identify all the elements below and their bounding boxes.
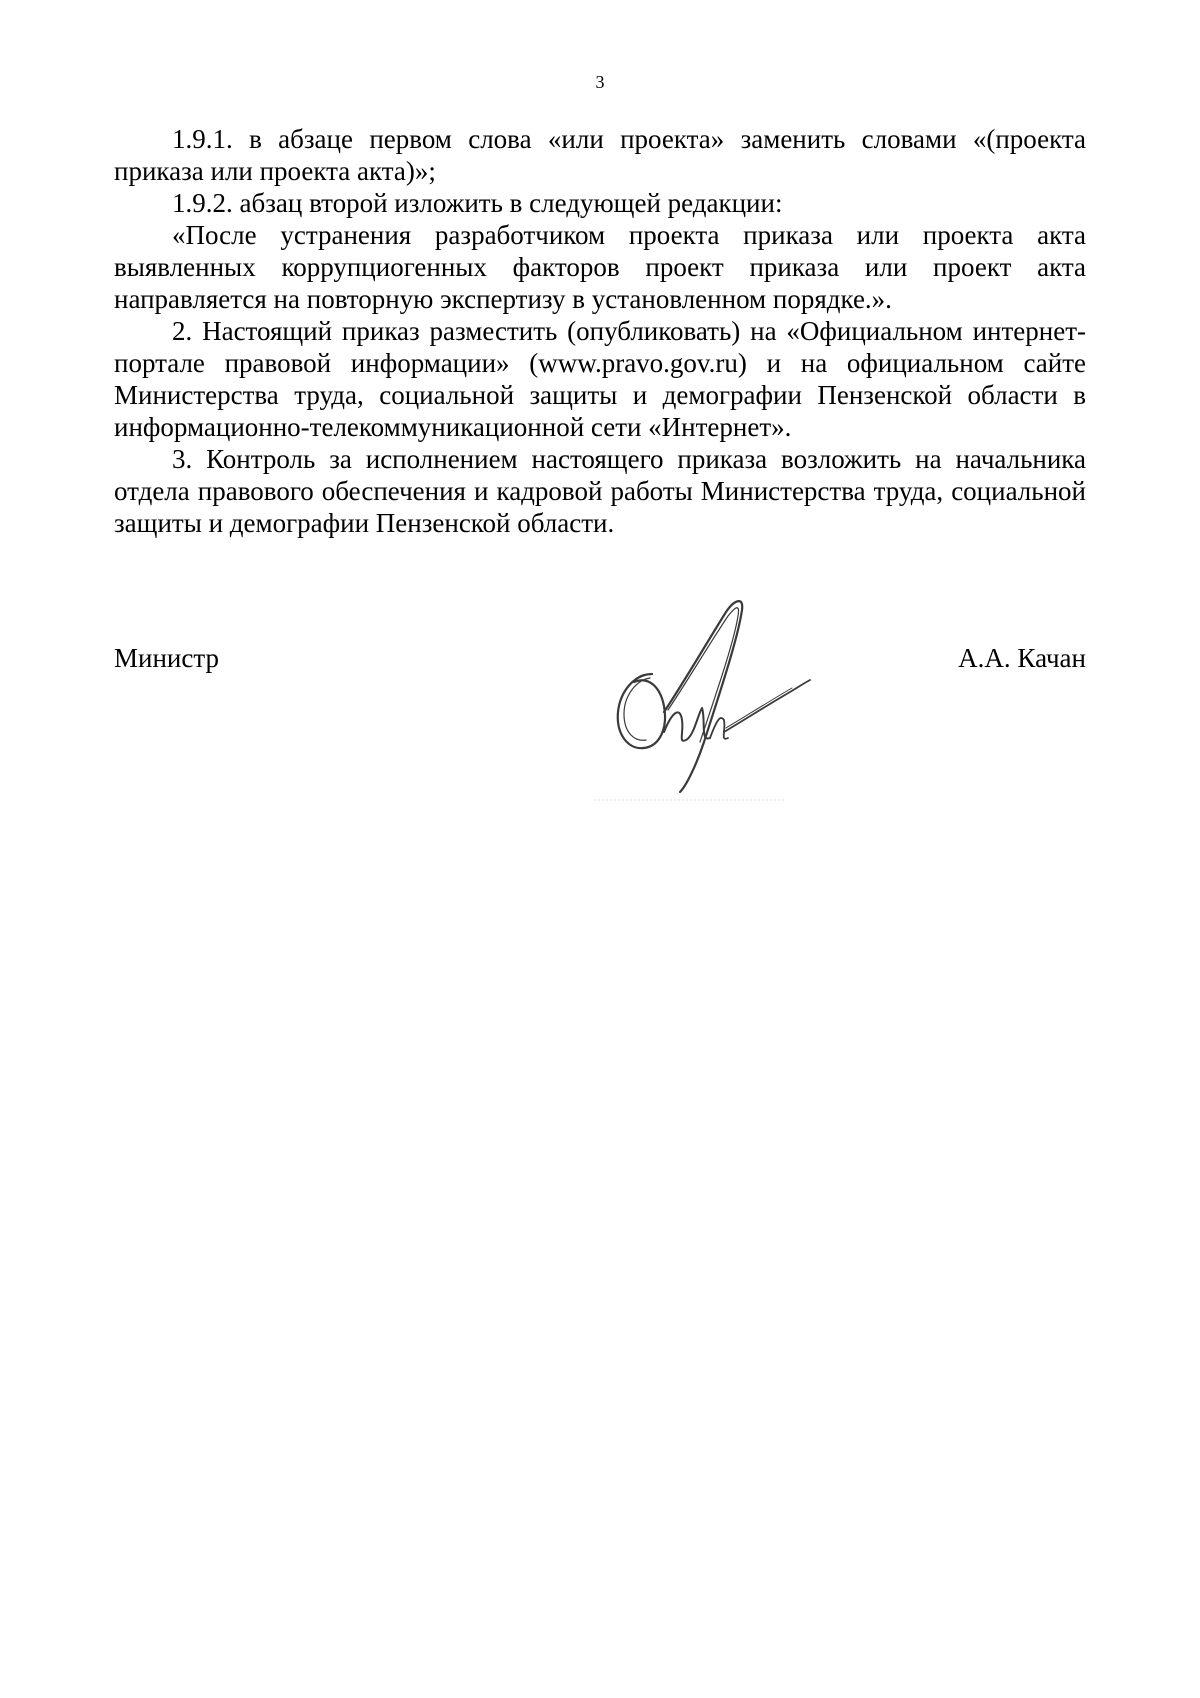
signature-block (114, 642, 1086, 802)
paragraph-2: 2. Настоящий приказ разместить (опубликовать) на «Официальном интернет-портале правовой информации» (www.pravo.gov.ru) и на официальном сайте Министерства труда, социальной защиты и демографии Пензенской области в информационно-телекоммуникационной сети «Интернет». (114, 316, 1086, 442)
paragraph-1-9-2: 1.9.2. абзац второй изложить в следующей редакции: (172, 188, 783, 218)
paragraph-3: 3. Контроль за исполнением настоящего приказа возложить на начальника отдела правового обеспечения и кадровой работы Министерства труда, социальной защиты и демографии Пензенской области. (114, 444, 1086, 538)
document-body (114, 123, 1086, 539)
signer-name: А.А. Качан (958, 643, 1086, 673)
signer-position: Министр (114, 643, 219, 673)
paragraph-1-9-1: 1.9.1. в абзаце первом слова «или проекта» заменить словами «(проекта приказа или проекта акта)»; (114, 124, 1086, 186)
paragraph-quoted-text: «После устранения разработчиком проекта приказа или проекта акта выявленных коррупциогенных факторов проект приказа или проект акта направляется на повторную экспертизу в установленном порядке.». (114, 220, 1086, 314)
handwritten-signature (594, 582, 834, 802)
page-number: 3 (595, 72, 605, 92)
